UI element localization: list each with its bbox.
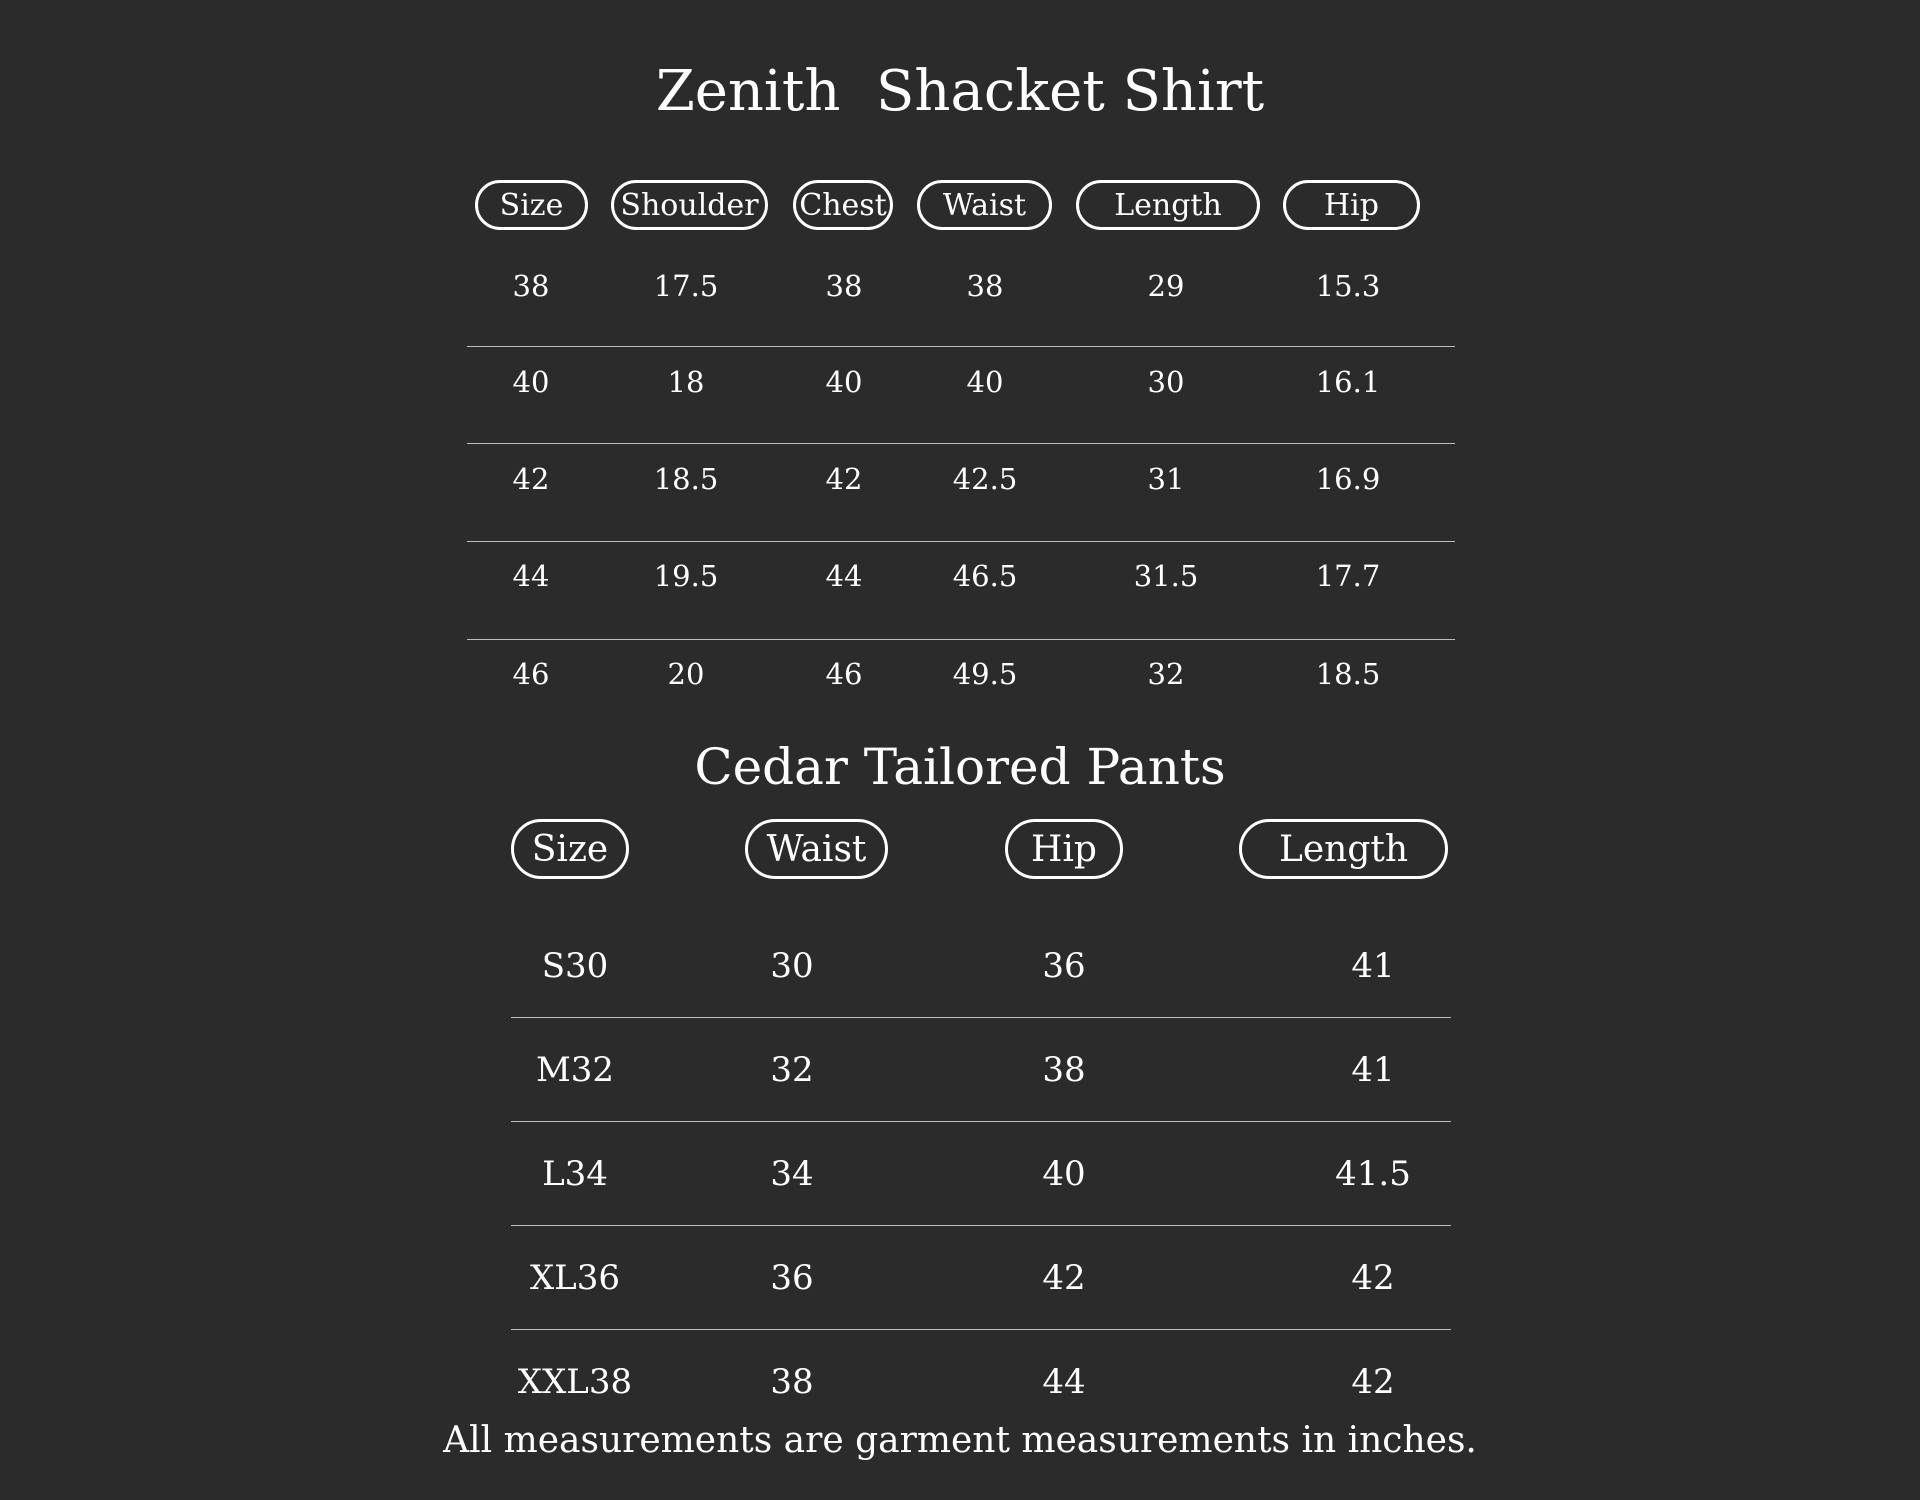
shirt-header-waist: Waist: [917, 180, 1052, 230]
pants-cell-size: M32: [535, 1050, 615, 1090]
pants-cell-waist: 30: [770, 946, 814, 986]
shirt-cell-chest: 38: [825, 269, 863, 303]
shirt-header-hip: Hip: [1283, 180, 1420, 230]
pants-row-divider: [511, 1017, 1451, 1018]
shirt-header-size: Size: [475, 180, 588, 230]
pants-row-divider: [511, 1121, 1451, 1122]
pants-header-size: Size: [511, 819, 629, 879]
pants-cell-hip: 38: [1042, 1050, 1086, 1090]
pants-cell-size: XXL38: [517, 1362, 633, 1402]
shirt-cell-size: 38: [512, 269, 550, 303]
shirt-cell-waist: 49.5: [952, 657, 1018, 691]
pants-row-divider: [511, 1225, 1451, 1226]
shirt-cell-hip: 18.5: [1315, 657, 1381, 691]
shirt-row-divider: [467, 443, 1455, 444]
shirt-cell-shoulder: 18.5: [653, 462, 719, 496]
shirt-cell-waist: 38: [966, 269, 1004, 303]
shirt-cell-hip: 16.1: [1315, 365, 1381, 399]
pants-cell-size: L34: [542, 1154, 608, 1194]
pants-cell-length: 41: [1351, 946, 1395, 986]
pants-cell-length: 42: [1351, 1362, 1395, 1402]
shirt-cell-chest: 44: [825, 559, 863, 593]
shirt-cell-hip: 15.3: [1315, 269, 1381, 303]
measurement-footnote: All measurements are garment measurements in inches.: [443, 1420, 1477, 1461]
shirt-row-divider: [467, 541, 1455, 542]
shirt-cell-chest: 42: [825, 462, 863, 496]
shirt-cell-size: 44: [512, 559, 550, 593]
shirt-cell-length: 31.5: [1133, 559, 1199, 593]
shirt-header-chest: Chest: [793, 180, 893, 230]
shirt-cell-length: 30: [1147, 365, 1185, 399]
pants-cell-waist: 32: [770, 1050, 814, 1090]
pants-cell-waist: 36: [770, 1258, 814, 1298]
shirt-cell-waist: 42.5: [952, 462, 1018, 496]
pants-header-hip: Hip: [1005, 819, 1123, 879]
pants-cell-hip: 40: [1042, 1154, 1086, 1194]
shirt-cell-waist: 46.5: [952, 559, 1018, 593]
shirt-header-shoulder: Shoulder: [611, 180, 768, 230]
shirt-cell-size: 40: [512, 365, 550, 399]
pants-cell-length: 41.5: [1335, 1154, 1411, 1194]
pants-cell-hip: 36: [1042, 946, 1086, 986]
pants-cell-waist: 34: [770, 1154, 814, 1194]
shirt-header-length: Length: [1076, 180, 1260, 230]
pants-cell-hip: 42: [1042, 1258, 1086, 1298]
pants-cell-hip: 44: [1042, 1362, 1086, 1402]
shirt-cell-hip: 17.7: [1315, 559, 1381, 593]
pants-cell-size: S30: [541, 946, 609, 986]
shirt-size-chart-title: Zenith Shacket Shirt: [655, 59, 1265, 124]
shirt-cell-chest: 40: [825, 365, 863, 399]
shirt-cell-shoulder: 20: [667, 657, 705, 691]
pants-cell-size: XL36: [529, 1258, 621, 1298]
shirt-cell-length: 31: [1147, 462, 1185, 496]
shirt-row-divider: [467, 346, 1455, 347]
shirt-row-divider: [467, 639, 1455, 640]
shirt-cell-length: 29: [1147, 269, 1185, 303]
pants-cell-waist: 38: [770, 1362, 814, 1402]
pants-cell-length: 42: [1351, 1258, 1395, 1298]
pants-size-chart-title: Cedar Tailored Pants: [694, 738, 1226, 796]
shirt-cell-shoulder: 18: [667, 365, 705, 399]
pants-cell-length: 41: [1351, 1050, 1395, 1090]
shirt-cell-shoulder: 19.5: [653, 559, 719, 593]
shirt-cell-hip: 16.9: [1315, 462, 1381, 496]
shirt-cell-size: 46: [512, 657, 550, 691]
shirt-cell-length: 32: [1147, 657, 1185, 691]
shirt-cell-size: 42: [512, 462, 550, 496]
shirt-cell-shoulder: 17.5: [653, 269, 719, 303]
pants-row-divider: [511, 1329, 1451, 1330]
pants-header-waist: Waist: [745, 819, 888, 879]
shirt-cell-waist: 40: [966, 365, 1004, 399]
shirt-cell-chest: 46: [825, 657, 863, 691]
pants-header-length: Length: [1239, 819, 1448, 879]
